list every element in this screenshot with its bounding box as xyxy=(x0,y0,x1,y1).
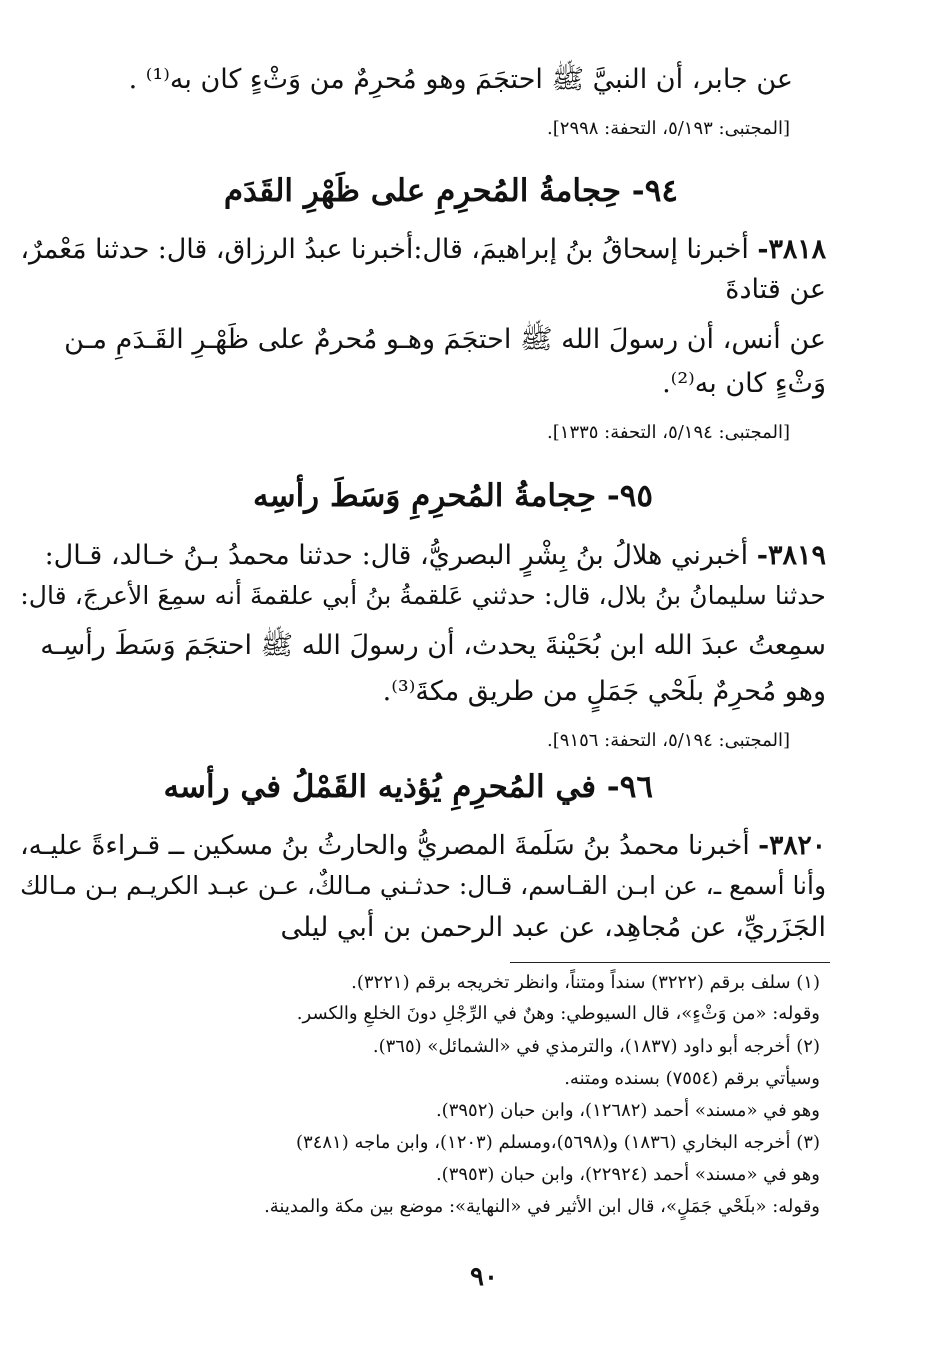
footnote-line: وهو في «مسند» أحمد (٢٢٩٢٤)، وابن حبان (٣٩٥٣). xyxy=(435,1164,820,1185)
hadith-3819-line-3: سمِعتُ عبدَ الله ابن بُحَيْنةَ يحدث، أن رسولَ الله ﷺ احتجَمَ وَسَطَ رأسِـه xyxy=(40,630,826,661)
hadith-3819-line-1 xyxy=(45,538,826,574)
hadith-text: أخبرنا إسحاقُ بنُ إبراهيمَ، قال:أخبرنا عبدُ الرزاق، قال: حدثنا مَعْمرٌ، xyxy=(20,234,749,265)
source-reference: [المجتبى: ٥/١٩٤، التحفة: ٩١٥٦]. xyxy=(547,730,790,751)
source-reference: [المجتبى: ٥/١٩٤، التحفة: ١٣٣٥]. xyxy=(547,422,790,443)
chapter-heading-95: ٩٥- حِجامةُ المُحرِمِ وَسَطَ رأسِه xyxy=(252,478,653,514)
hadith-3819-line-2: حدثنا سليمانُ بنُ بلال، قال: حدثني عَلقمةُ بنُ أبي علقمةَ أنه سمِعَ الأعرجَ، قال: xyxy=(20,581,826,610)
chapter-heading-94: ٩٤- حِجامةُ المُحرِمِ على ظَهْرِ القَدَم xyxy=(223,173,678,209)
hadith-3820-line-1 xyxy=(20,828,826,864)
hadith-number: ٣٨٢٠- xyxy=(758,830,826,861)
page-number: ٩٠ xyxy=(470,1262,498,1292)
hadith-text: أخبرني هلالُ بنُ بِشْرٍ البصريُّ، قال: حدثنا محمدُ بـنُ خـالد، قـال: xyxy=(44,540,749,571)
footnote-line: وقوله: «بلَحْي جَمَلٍ»، قال ابن الأثير في «النهاية»: موضع بين مكة والمدينة. xyxy=(264,1196,820,1217)
hadith-number: ٣٨١٨- xyxy=(757,234,826,265)
footnote-line: (١) سلف برقم (٣٢٢٢) سنداً ومتناً، وانظر تخريجه برقم (٣٢٢١). xyxy=(351,972,820,993)
footnote-separator xyxy=(510,962,830,963)
hadith-3820-line-3: الجَزَريِّ، عن مُجاهِد، عن عبد الرحمن بن أبي ليلى xyxy=(280,912,826,943)
chapter-heading-96: ٩٦- في المُحرِمِ يُؤذيه القَمْلُ في رأسه xyxy=(163,769,653,805)
footnote-line: وسيأتي برقم (٧٥٥٤) بسنده ومتنه. xyxy=(564,1068,820,1089)
hadith-text: أخبرنا محمدُ بنُ سَلَمةَ المصريُّ والحارثُ بنُ مسكين ــ قـراءةً عليـه، xyxy=(20,830,750,861)
hadith-number: ٣٨١٩- xyxy=(756,540,826,571)
footnote-line: (٢) أخرجه أبو داود (١٨٣٧)، والترمذي في «الشمائل» (٣٦٥). xyxy=(372,1036,820,1057)
hadith-3819-line-4: وهو مُحرِمٌ بلَحْي جَمَلٍ من طريق مكةَ⁽³⁾. xyxy=(382,676,826,707)
footnote-line: وقوله: «من وَثْءٍ»، قال السيوطي: وهنٌ في الرِّجْلِ دونَ الخلعِ والكسر. xyxy=(296,1003,820,1024)
footnote-line: (٣) أخرجه البخاري (١٨٣٦) و(٥٦٩٨)،ومسلم (١٢٠٣)، وابن ماجه (٣٤٨١) xyxy=(296,1132,820,1153)
hadith-3818-line-1 xyxy=(20,232,826,268)
hadith-3818-line-3: عن أنس، أن رسولَ الله ﷺ احتجَمَ وهـو مُحرمٌ على ظَهْـرِ القَـدَمِ مـن xyxy=(64,324,826,355)
source-reference: [المجتبى: ٥/١٩٣، التحفة: ٢٩٩٨]. xyxy=(547,118,790,139)
hadith-3818-line-2: عن قتادةَ xyxy=(725,274,826,305)
hadith-text-line: عن جابر، أن النبيَّ ﷺ احتجَمَ وهو مُحرِمٌ من وَثْءٍ كان به⁽¹⁾ . xyxy=(128,64,793,95)
hadith-3820-line-2: وأنا أسمع ـ، عن ابـن القـاسم، قـال: حدثـني مـالكٌ، عـن عبـد الكريـم بـن مـالك xyxy=(20,871,826,900)
footnote-line: وهو في «مسند» أحمد (١٢٦٨٢)، وابن حبان (٣٩٥٢). xyxy=(435,1100,820,1121)
hadith-3818-line-4: وَثْءٍ كان به⁽²⁾. xyxy=(662,368,826,399)
